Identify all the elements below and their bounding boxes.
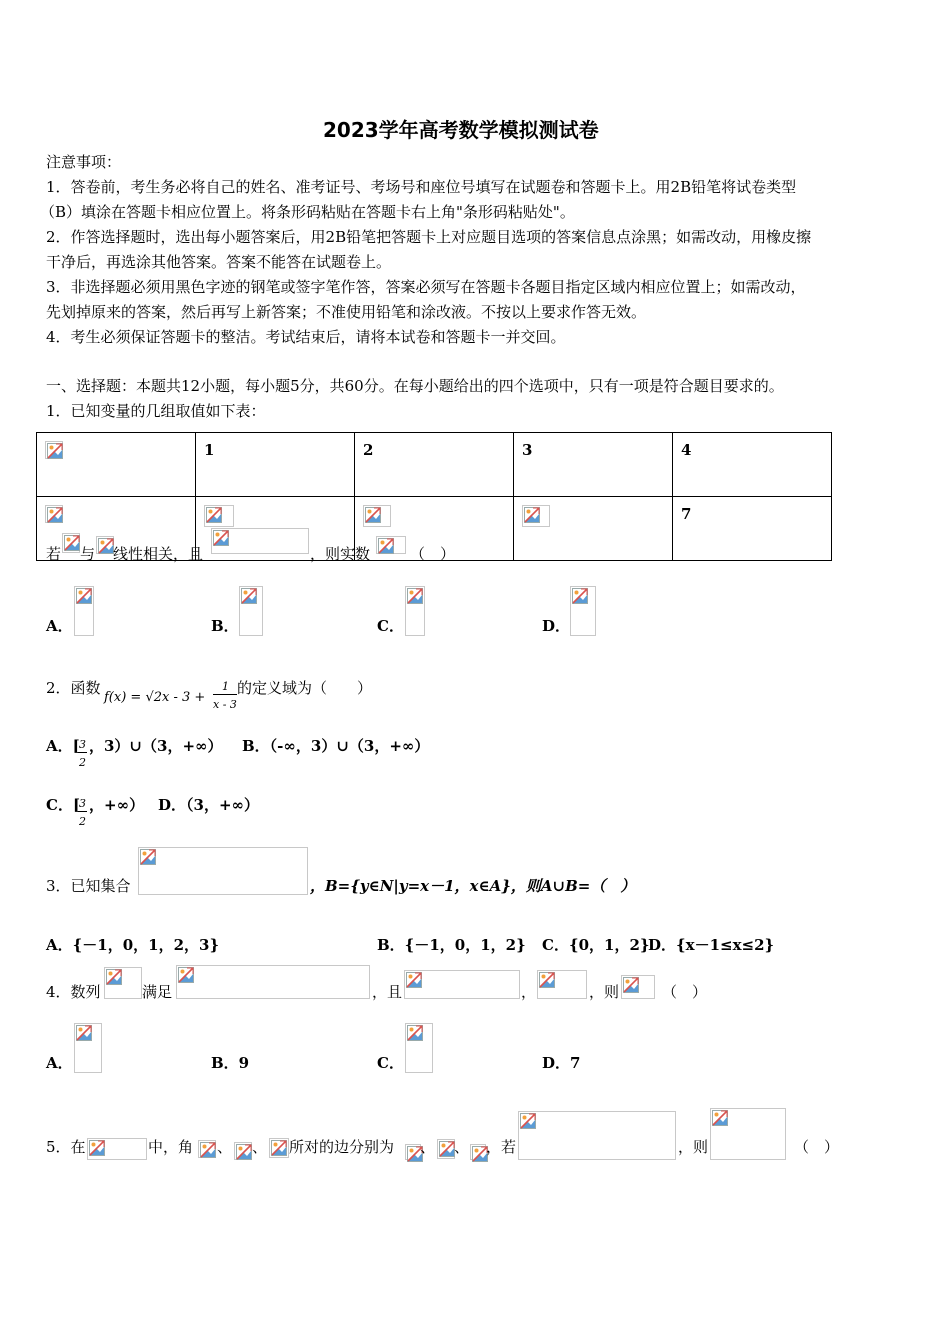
broken-image-icon xyxy=(437,1139,455,1159)
frac-numerator: 3 xyxy=(79,738,86,751)
broken-image-icon xyxy=(176,965,370,999)
q2-option-c: C．[ xyxy=(46,796,81,814)
q2-formula: f(x) = √2x - 3 + xyxy=(104,690,206,705)
broken-image-icon xyxy=(470,1144,486,1160)
broken-image-icon xyxy=(522,505,550,527)
q4-text: （ ） xyxy=(662,983,708,1001)
table-cell xyxy=(37,433,196,497)
separator: 、 xyxy=(217,1138,233,1156)
table-cell xyxy=(514,497,673,561)
q4-option-d: D．7 xyxy=(542,1054,581,1072)
q2-text: 的定义域为（ ） xyxy=(237,679,373,697)
q1-text: 线性相关，且 xyxy=(113,545,204,563)
broken-image-icon xyxy=(62,533,80,553)
q5-text: 5．在 xyxy=(46,1138,86,1156)
q3-text: ，B={y∈N|y=x－1，x∈A}，则A∪B=（ ） xyxy=(310,877,636,895)
broken-image-icon xyxy=(269,1138,289,1158)
broken-image-icon xyxy=(74,586,94,636)
q5-text: ，则 xyxy=(678,1138,709,1156)
separator: 、 xyxy=(454,1138,470,1156)
notice-line: 干净后，再选涂其他答案。答案不能答在试题卷上。 xyxy=(46,253,392,271)
q4-option-b: B．9 xyxy=(211,1054,250,1072)
fraction-bar xyxy=(78,752,87,753)
broken-image-icon xyxy=(239,586,263,636)
table-row xyxy=(37,433,832,497)
q3-option-a: A．{－1，0，1，2，3} xyxy=(46,936,220,954)
broken-image-icon xyxy=(198,1140,216,1158)
q1-text: 与 xyxy=(80,545,96,563)
broken-image-icon xyxy=(404,970,520,999)
q4-option-c: C． xyxy=(377,1054,404,1072)
notice-line: 3．非选择题必须用黑色字迹的钢笔或签字笔作答，答案必须写在答题卡各题目指定区域内相应位置上；如需改动， xyxy=(46,278,806,296)
fraction-bar xyxy=(78,811,87,812)
fraction-bar xyxy=(213,694,237,695)
notice-line: 2．作答选择题时，选出每小题答案后，用2B铅笔把答题卡上对应题目选项的答案信息点涂黑；如需改动，用橡皮擦 xyxy=(46,228,812,246)
q4-text: 满足 xyxy=(142,983,173,1001)
notice-line: 1．答卷前，考生务必将自己的姓名、准考证号、考场号和座位号填写在试题卷和答题卡上。用2B铅笔将试卷类型 xyxy=(46,178,797,196)
q2-option-a-rest: ，3）∪（3，+∞） xyxy=(89,737,223,755)
values-table xyxy=(36,432,832,561)
q2-option-d: D．（3，+∞） xyxy=(158,796,260,814)
separator: 、 xyxy=(420,1138,436,1156)
broken-image-icon xyxy=(405,1144,421,1160)
broken-image-icon xyxy=(87,1138,147,1160)
broken-image-icon xyxy=(211,528,309,554)
q4-text: ，且 xyxy=(372,983,403,1001)
broken-image-icon xyxy=(537,970,587,999)
broken-image-icon xyxy=(104,967,142,999)
table-cell: 4 xyxy=(673,433,832,497)
frac-denominator: 2 xyxy=(79,756,86,769)
separator: 、 xyxy=(252,1138,268,1156)
notice-line: （B）填涂在答题卡相应位置上。将条形码粘贴在答题卡右上角"条形码粘贴处"。 xyxy=(40,203,575,221)
q4-text: ， xyxy=(521,983,537,1001)
broken-image-icon xyxy=(45,505,63,523)
frac-denominator: 2 xyxy=(79,815,86,828)
q2-option-c-rest: ，+∞） xyxy=(89,796,145,814)
q4-option-a: A． xyxy=(46,1054,73,1072)
q1-text: ，则实数 xyxy=(310,545,371,563)
table-cell: 3 xyxy=(514,433,673,497)
table-cell: 2 xyxy=(355,433,514,497)
q2-frac-den: x - 3 xyxy=(213,698,237,711)
q2-text: 2．函数 xyxy=(46,679,101,697)
page-title: 2023学年高考数学模拟测试卷 xyxy=(323,118,599,142)
q3-text: 3．已知集合 xyxy=(46,877,131,895)
broken-image-icon xyxy=(405,586,425,636)
broken-image-icon xyxy=(74,1023,102,1073)
broken-image-icon xyxy=(234,1142,252,1160)
q4-text: 4．数列 xyxy=(46,983,101,1001)
q1-text: 若 xyxy=(46,545,62,563)
option-label: C． xyxy=(377,617,404,635)
broken-image-icon xyxy=(405,1023,433,1073)
q5-text: （ ） xyxy=(794,1138,840,1156)
q1-stem: 1．已知变量的几组取值如下表： xyxy=(46,402,266,420)
q3-option-d: D．{x－1≤x≤2} xyxy=(648,936,775,954)
notice-heading: 注意事项： xyxy=(46,153,122,171)
frac-numerator: 3 xyxy=(79,797,86,810)
q2-frac-num: 1 xyxy=(222,680,229,693)
broken-image-icon xyxy=(363,505,391,527)
q5-text: 所对的边分别为 xyxy=(289,1138,395,1156)
broken-image-icon xyxy=(710,1108,786,1160)
broken-image-icon xyxy=(96,536,114,554)
q4-text: ，则 xyxy=(589,983,620,1001)
section-heading: 一、选择题：本题共12小题，每小题5分，共60分。在每小题给出的四个选项中，只有一项是符合题目要求的。 xyxy=(46,377,784,395)
broken-image-icon xyxy=(138,847,308,895)
broken-image-icon xyxy=(518,1111,676,1160)
notice-line: 4．考生必须保证答题卡的整洁。考试结束后，请将本试卷和答题卡一并交回。 xyxy=(46,328,566,346)
q1-text: （ ） xyxy=(410,545,456,563)
q5-text: ，若 xyxy=(486,1138,517,1156)
table-cell: 1 xyxy=(196,433,355,497)
option-label: A． xyxy=(46,617,73,635)
broken-image-icon xyxy=(45,441,63,459)
broken-image-icon xyxy=(376,536,406,554)
notice-line: 先划掉原来的答案，然后再写上新答案；不准使用铅笔和涂改液。不按以上要求作答无效。 xyxy=(46,303,647,321)
table-cell: 7 xyxy=(673,497,832,561)
q3-option-b: B．{－1，0，1，2} xyxy=(377,936,526,954)
broken-image-icon xyxy=(204,505,234,527)
broken-image-icon xyxy=(570,586,596,636)
broken-image-icon xyxy=(621,975,655,999)
q5-text: 中，角 xyxy=(148,1138,194,1156)
option-label: B． xyxy=(211,617,239,635)
q2-option-a: A．[ xyxy=(46,737,80,755)
q2-option-b: B．（-∞，3）∪（3，+∞） xyxy=(242,737,430,755)
option-label: D． xyxy=(542,617,571,635)
q3-option-c: C．{0，1，2} xyxy=(542,936,650,954)
